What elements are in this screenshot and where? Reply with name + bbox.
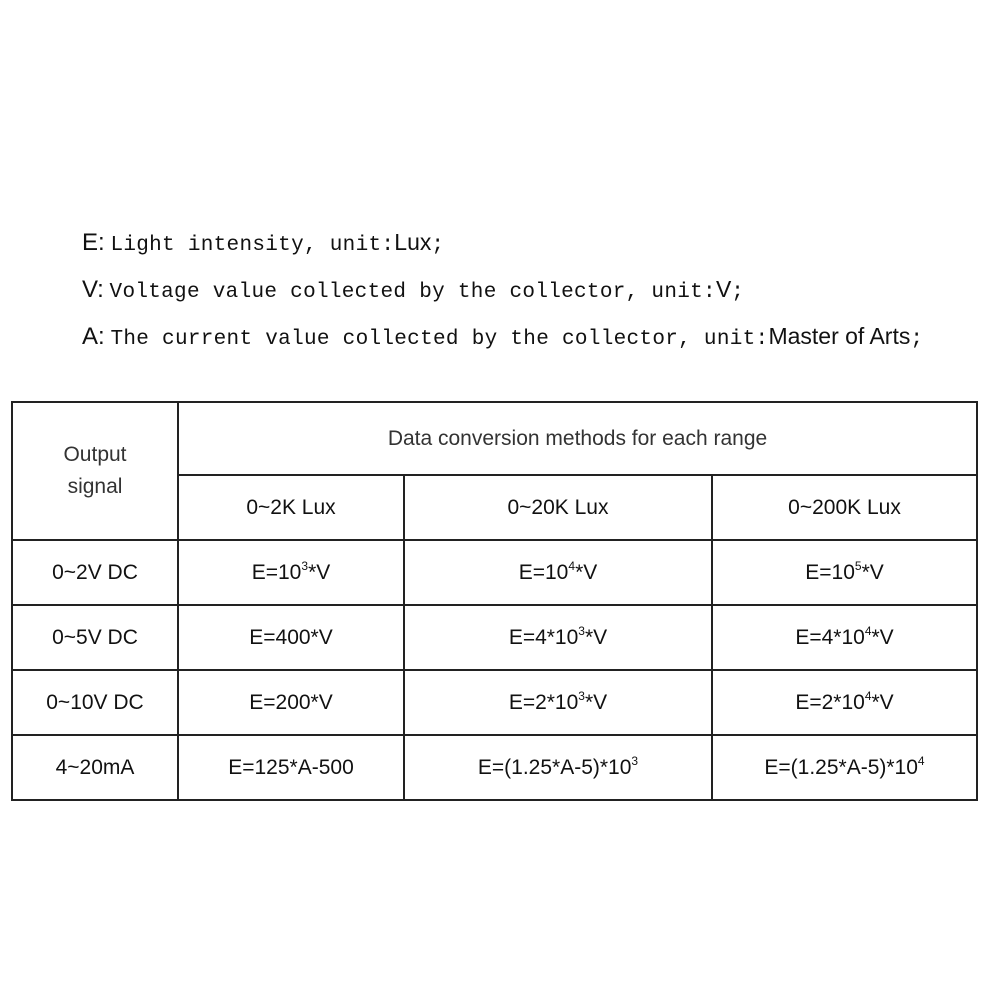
output-signal-line2: signal (67, 475, 123, 498)
legend-end: ; (731, 281, 744, 304)
formula-exponent: 5 (854, 558, 862, 573)
formula-cell (178, 540, 404, 605)
range-header-2k: 0~2K Lux (178, 475, 404, 540)
formula-cell (404, 735, 712, 800)
formula-base: E=125*A-500 (228, 755, 354, 779)
formula-cell (404, 670, 712, 735)
formula-base: E=10 (518, 560, 569, 584)
output-signal-line1: Output (63, 443, 127, 466)
conversion-methods-header: Data conversion methods for each range (178, 402, 977, 475)
formula-tail: *V (584, 690, 608, 714)
formula-base: E=10 (251, 560, 302, 584)
formula-tail: *V (861, 560, 884, 584)
range-header-20k: 0~20K Lux (404, 475, 712, 540)
formula-exponent: 4 (917, 753, 925, 768)
signal-cell: 4~20mA (12, 735, 178, 800)
legend-unit: Master of Arts (768, 323, 911, 349)
table-row (12, 735, 977, 800)
legend-unit: V (715, 276, 732, 302)
signal-cell: 0~2V DC (12, 540, 178, 605)
formula-exponent: 3 (578, 688, 585, 703)
legend-key: V: (82, 276, 104, 303)
formula-cell (404, 605, 712, 670)
legend-key: A: (82, 323, 105, 350)
formula-base: E=4*10 (795, 625, 865, 649)
formula-cell (178, 670, 404, 735)
table-row (12, 540, 977, 605)
formula-base: E=10 (805, 560, 855, 584)
formula-tail: *V (575, 560, 598, 584)
formula-base: E=200*V (249, 690, 333, 714)
signal-cell: 0~10V DC (12, 670, 178, 735)
legend-key: E: (82, 229, 105, 256)
output-signal-header (12, 402, 178, 540)
formula-exponent: 3 (631, 753, 639, 768)
table-row (12, 605, 977, 670)
table-row (12, 670, 977, 735)
legend-end: ; (910, 328, 923, 351)
formula-base: E=400*V (249, 625, 333, 649)
legend-line-e (82, 222, 923, 269)
formula-exponent: 3 (578, 623, 585, 638)
range-header-200k: 0~200K Lux (712, 475, 977, 540)
formula-tail: *V (871, 690, 894, 714)
formula-exponent: 4 (864, 688, 872, 703)
variable-legend (82, 222, 923, 363)
legend-unit: Lux (394, 229, 432, 255)
formula-base: E=4*10 (508, 625, 579, 649)
formula-base: E=(1.25*A-5)*10 (764, 755, 918, 779)
formula-base: E=(1.25*A-5)*10 (477, 755, 632, 779)
formula-exponent: 4 (568, 558, 576, 573)
formula-cell (712, 670, 977, 735)
table-header-row (12, 402, 977, 475)
formula-exponent: 3 (301, 558, 309, 573)
formula-cell (178, 605, 404, 670)
formula-base: E=2*10 (795, 690, 865, 714)
legend-line-v (82, 269, 923, 316)
formula-exponent: 4 (864, 623, 872, 638)
signal-cell: 0~5V DC (12, 605, 178, 670)
legend-line-a (82, 316, 923, 363)
formula-cell (404, 540, 712, 605)
formula-cell (712, 540, 977, 605)
formula-tail: *V (308, 560, 331, 584)
formula-tail: *V (871, 625, 894, 649)
formula-base: E=2*10 (508, 690, 579, 714)
legend-end: ; (431, 234, 444, 257)
legend-description: The current value collected by the collector, unit: (110, 328, 769, 351)
conversion-table (11, 401, 978, 801)
formula-cell (178, 735, 404, 800)
formula-cell (712, 735, 977, 800)
legend-description: Light intensity, unit: (110, 234, 395, 257)
formula-tail: *V (584, 625, 608, 649)
formula-cell (712, 605, 977, 670)
legend-description: Voltage value collected by the collector, unit: (109, 281, 716, 304)
